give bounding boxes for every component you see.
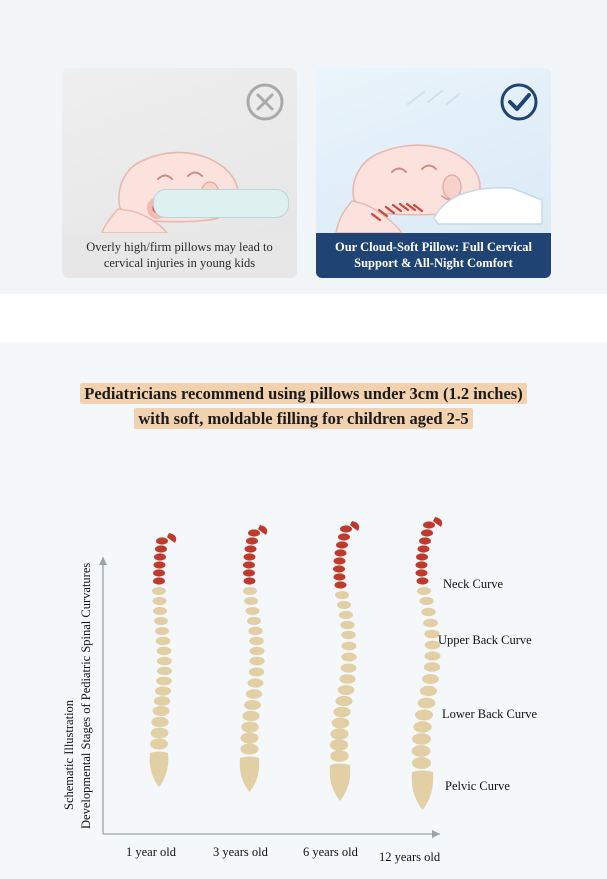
xtick-1-year-old: 1 year old bbox=[126, 845, 176, 859]
comparison-section bbox=[0, 0, 607, 294]
good-pillow-illustration bbox=[316, 68, 551, 233]
chart-axes bbox=[99, 557, 440, 838]
chart-ylabel-primary: Developmental Stages of Pediatric Spinal Curvatures bbox=[79, 562, 93, 829]
good-pillow-caption: Our Cloud-Soft Pillow: Full Cervical Support & All-Night Comfort bbox=[316, 233, 551, 278]
white-spacer bbox=[0, 294, 607, 342]
circle-x-icon bbox=[245, 82, 285, 122]
circle-check-icon bbox=[499, 82, 539, 122]
annotation-pelvic-curve: Pelvic Curve bbox=[445, 779, 510, 793]
good-pillow-card bbox=[316, 68, 551, 278]
spine-12-years bbox=[412, 517, 443, 810]
annotation-upper-back-curve: Upper Back Curve bbox=[438, 633, 532, 647]
annotation-neck-curve: Neck Curve bbox=[443, 577, 504, 591]
spine-3-years bbox=[240, 525, 267, 792]
spine-development-chart bbox=[0, 509, 607, 879]
info-section bbox=[0, 294, 607, 879]
bad-pillow-card bbox=[62, 68, 297, 278]
xtick-6-years-old: 6 years old bbox=[303, 845, 358, 859]
xtick-3-years-old: 3 years old bbox=[213, 845, 268, 859]
xtick-12-years-old: 12 years old bbox=[379, 850, 441, 864]
annotation-lower-back-curve: Lower Back Curve bbox=[442, 707, 538, 721]
bad-pillow-caption: Overly high/firm pillows may lead to cervical injuries in young kids bbox=[62, 233, 297, 278]
spine-1-year bbox=[150, 533, 176, 787]
spine-6-years bbox=[330, 521, 359, 801]
pediatrician-headline bbox=[40, 382, 567, 432]
comparison-cards bbox=[62, 68, 552, 278]
chart-ylabel-secondary: Schematic Illustration bbox=[62, 699, 76, 810]
firm-pillow-shape bbox=[153, 189, 289, 218]
headline-line-1: Pediatricians recommend using pillows under 3cm (1.2 inches) bbox=[80, 383, 526, 404]
headline-line-2: with soft, moldable filling for children aged 2-5 bbox=[134, 408, 472, 429]
bad-pillow-illustration bbox=[62, 68, 297, 233]
